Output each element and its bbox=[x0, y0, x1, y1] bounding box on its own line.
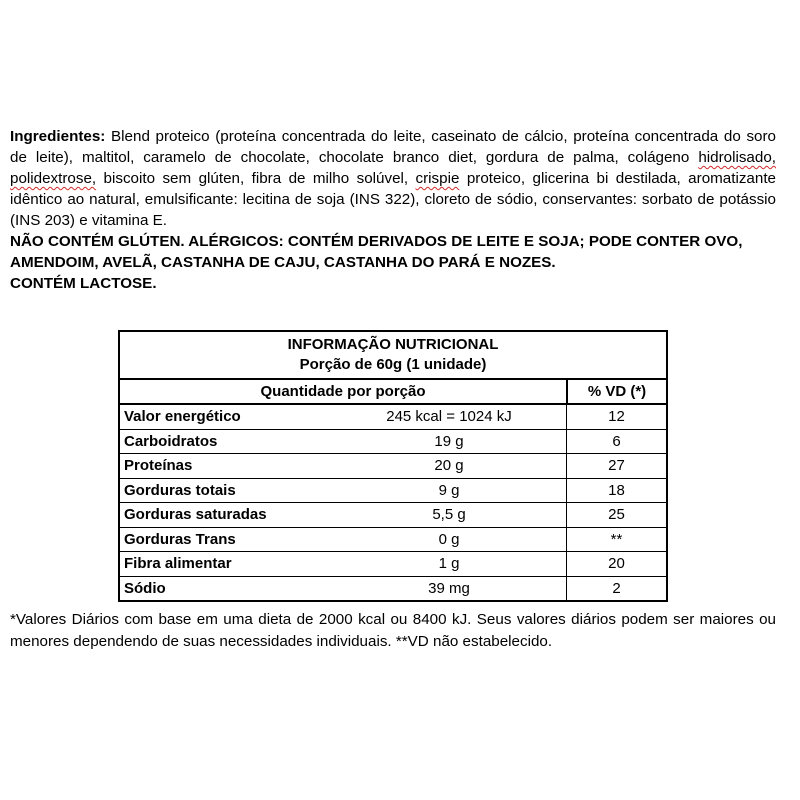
nutrient-quantity: 5,5 g bbox=[432, 506, 466, 523]
nutrient-name: Proteínas bbox=[124, 457, 193, 474]
nutrient-quantity: 20 g bbox=[434, 457, 464, 474]
nutrition-row bbox=[120, 528, 666, 553]
nutrition-column-headers bbox=[120, 380, 666, 405]
spellcheck-flagged-word: polidextrose, bbox=[10, 170, 97, 187]
nutrition-row bbox=[120, 479, 666, 504]
nutrition-row bbox=[120, 552, 666, 577]
nutrient-name: Carboidratos bbox=[124, 432, 218, 450]
nutrient-daily-value: 20 bbox=[566, 552, 666, 576]
nutrient-name: Sódio bbox=[124, 579, 166, 597]
allergens-warning: NÃO CONTÉM GLÚTEN. ALÉRGICOS: CONTÉM DERIVADOS DE LEITE E SOJA; PODE CONTER OVO, AMENDOIM, AVELÃ, CASTANHA DE CAJU, CASTANHA DO PARÁ E NOZES. bbox=[10, 233, 743, 271]
ingredients-text-1: Blend proteico (proteína concentrada do leite, caseinato de cálcio, proteína concentrada do soro de leite), maltitol, caramelo de chocolate, chocolate branco diet, gordura de palma, colágeno bbox=[10, 128, 776, 166]
nutrient-name: Gorduras saturadas bbox=[124, 506, 267, 523]
nutrient-name: Gorduras totais bbox=[124, 481, 236, 499]
nutrient-daily-value: 27 bbox=[566, 454, 666, 478]
nutrient-daily-value: 12 bbox=[566, 405, 666, 429]
nutrition-portion: Porção de 60g (1 unidade) bbox=[299, 356, 487, 373]
nutrient-daily-value: 2 bbox=[566, 577, 666, 601]
nutrition-table-header bbox=[120, 332, 666, 380]
column-header-quantity: Quantidade por porção bbox=[260, 383, 426, 400]
ingredients-block bbox=[10, 126, 776, 294]
nutrient-quantity: 19 g bbox=[434, 432, 464, 450]
spellcheck-flagged-word: hidrolisado, bbox=[698, 149, 776, 166]
nutrition-facts-table bbox=[118, 330, 668, 602]
nutrition-row bbox=[120, 405, 666, 430]
ingredients-paragraph bbox=[10, 126, 776, 231]
nutrient-quantity: 9 g bbox=[438, 481, 460, 499]
nutrition-row bbox=[120, 503, 666, 528]
nutrition-row bbox=[120, 430, 666, 455]
nutrient-daily-value: ** bbox=[566, 528, 666, 552]
nutrition-row bbox=[120, 577, 666, 601]
nutrient-daily-value: 6 bbox=[566, 430, 666, 454]
ingredients-text-3: biscoito sem glúten, fibra de milho solúvel, bbox=[96, 170, 416, 187]
spellcheck-flagged-word: crispie bbox=[415, 170, 460, 187]
nutrient-quantity: 1 g bbox=[438, 555, 460, 572]
nutrient-quantity: 245 kcal = 1024 kJ bbox=[386, 408, 512, 425]
nutrient-name: Fibra alimentar bbox=[124, 555, 232, 572]
nutrition-row bbox=[120, 454, 666, 479]
nutrient-quantity: 0 g bbox=[438, 530, 460, 548]
ingredients-label: Ingredientes: bbox=[10, 128, 106, 145]
nutrition-table-title: INFORMAÇÃO NUTRICIONAL bbox=[287, 336, 499, 353]
ingredients-text-4: proteico, glicerina bi destilada, aromatizante idêntico ao natural, emulsificante: lecitina de soja (INS 322), cloreto de sódio, conservantes: sorbato de potássio (INS 203) e vitamina E. bbox=[10, 170, 776, 229]
lactose-warning: CONTÉM LACTOSE. bbox=[10, 275, 157, 292]
nutrient-quantity: 39 mg bbox=[428, 579, 470, 597]
nutrition-rows bbox=[120, 405, 666, 600]
column-header-daily-value: % VD (*) bbox=[566, 380, 666, 403]
nutrient-name: Valor energético bbox=[124, 408, 241, 425]
nutrient-name: Gorduras Trans bbox=[124, 530, 236, 548]
nutrient-daily-value: 25 bbox=[566, 503, 666, 527]
nutrient-daily-value: 18 bbox=[566, 479, 666, 503]
daily-values-footnote: *Valores Diários com base em uma dieta de 2000 kcal ou 8400 kJ. Seus valores diários podem ser maiores ou menores dependendo de suas necessidades individuais. **VD não estabelecido. bbox=[10, 611, 776, 650]
